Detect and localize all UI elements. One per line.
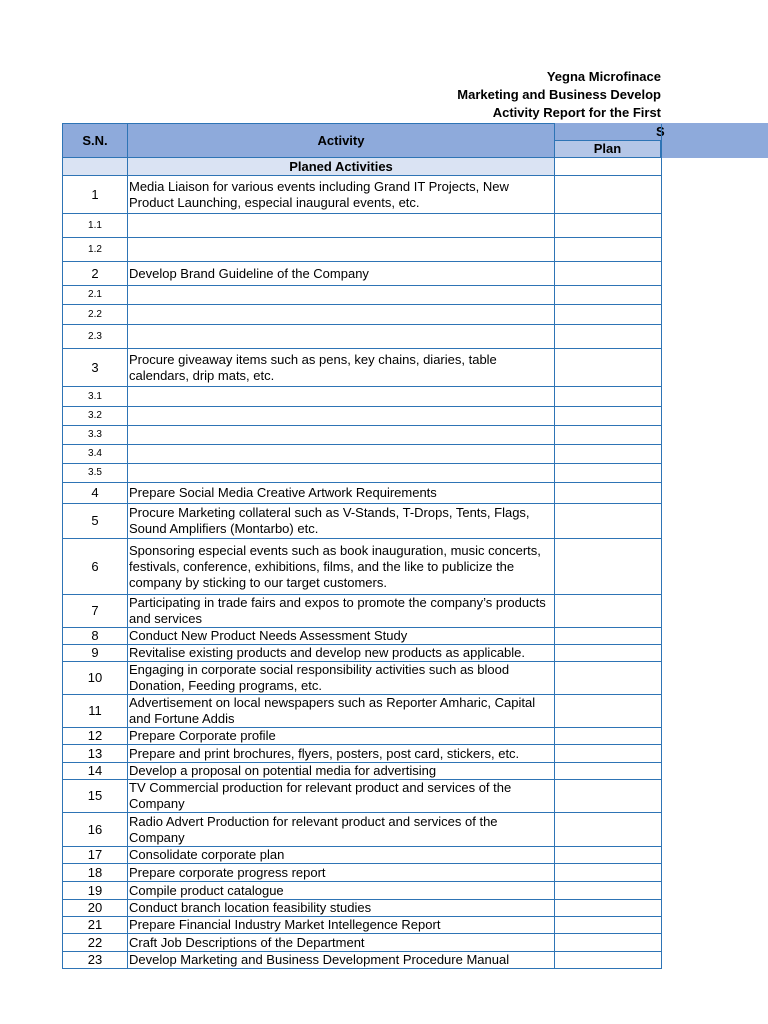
table-row — [63, 728, 662, 745]
row-activity: Prepare corporate progress report — [128, 864, 555, 882]
row-sn: 19 — [63, 882, 128, 900]
row-plan — [555, 286, 662, 305]
row-activity: Revitalise existing products and develop new products as applicable. — [128, 645, 555, 662]
row-plan — [555, 695, 662, 728]
row-plan — [555, 882, 662, 900]
row-activity: Conduct branch location feasibility studies — [128, 900, 555, 917]
row-activity: Craft Job Descriptions of the Department — [128, 934, 555, 952]
status-header-label: S — [656, 124, 665, 139]
table-row — [63, 695, 662, 728]
activity-table — [62, 123, 662, 969]
row-activity — [128, 238, 555, 262]
plan-column-spacer — [555, 124, 662, 158]
table-row — [63, 214, 662, 238]
row-activity — [128, 325, 555, 349]
table-row — [63, 407, 662, 426]
table-row — [63, 504, 662, 539]
row-sn: 9 — [63, 645, 128, 662]
row-activity: Advertisement on local newspapers such as Reporter Amharic, Capital and Fortune Addis — [128, 695, 555, 728]
row-activity: Procure Marketing collateral such as V-Stands, T-Drops, Tents, Flags, Sound Amplifiers (Montarbo) etc. — [128, 504, 555, 539]
row-sn: 16 — [63, 813, 128, 847]
table-row — [63, 952, 662, 969]
row-sn: 5 — [63, 504, 128, 539]
table-header-row — [63, 124, 662, 158]
row-plan — [555, 349, 662, 387]
row-sn: 1.2 — [63, 238, 128, 262]
table-row — [63, 238, 662, 262]
row-plan — [555, 595, 662, 628]
row-sn: 6 — [63, 539, 128, 595]
table-row — [63, 445, 662, 464]
row-activity: Develop a proposal on potential media for advertising — [128, 763, 555, 780]
activity-column-header: Activity — [128, 124, 555, 158]
row-sn: 14 — [63, 763, 128, 780]
row-plan — [555, 407, 662, 426]
row-plan — [555, 305, 662, 325]
row-plan — [555, 847, 662, 864]
table-row — [63, 387, 662, 407]
row-sn: 3.5 — [63, 464, 128, 483]
row-plan — [555, 504, 662, 539]
table-row — [63, 645, 662, 662]
row-plan — [555, 214, 662, 238]
row-sn: 2.1 — [63, 286, 128, 305]
row-activity — [128, 214, 555, 238]
row-activity: Engaging in corporate social responsibility activities such as blood Donation, Feeding programs, etc. — [128, 662, 555, 695]
row-sn: 21 — [63, 917, 128, 934]
row-sn: 20 — [63, 900, 128, 917]
table-row — [63, 464, 662, 483]
row-activity: Develop Brand Guideline of the Company — [128, 262, 555, 286]
row-activity: Participating in trade fairs and expos to promote the company’s products and services — [128, 595, 555, 628]
row-activity: TV Commercial production for relevant product and services of the Company — [128, 780, 555, 813]
row-activity: Develop Marketing and Business Development Procedure Manual — [128, 952, 555, 969]
row-sn: 10 — [63, 662, 128, 695]
row-activity — [128, 387, 555, 407]
row-sn: 3.4 — [63, 445, 128, 464]
row-sn: 2.2 — [63, 305, 128, 325]
table-row — [63, 628, 662, 645]
row-plan — [555, 917, 662, 934]
row-plan — [555, 325, 662, 349]
department-name: Marketing and Business Develop — [457, 87, 661, 102]
row-plan — [555, 387, 662, 407]
row-sn: 15 — [63, 780, 128, 813]
row-sn: 3.3 — [63, 426, 128, 445]
row-sn: 17 — [63, 847, 128, 864]
table-row — [63, 176, 662, 214]
row-plan — [555, 780, 662, 813]
row-sn: 3.1 — [63, 387, 128, 407]
row-activity — [128, 407, 555, 426]
row-activity: Prepare Social Media Creative Artwork Requirements — [128, 483, 555, 504]
row-sn: 7 — [63, 595, 128, 628]
row-sn: 4 — [63, 483, 128, 504]
table-row — [63, 882, 662, 900]
row-activity: Media Liaison for various events including Grand IT Projects, New Product Launching, especial inaugural events, etc. — [128, 176, 555, 214]
row-plan — [555, 628, 662, 645]
row-sn: 11 — [63, 695, 128, 728]
row-plan — [555, 483, 662, 504]
row-plan — [555, 262, 662, 286]
row-sn: 3.2 — [63, 407, 128, 426]
table-row — [63, 745, 662, 763]
table-row — [63, 763, 662, 780]
row-activity — [128, 426, 555, 445]
table-row — [63, 483, 662, 504]
row-sn: 22 — [63, 934, 128, 952]
table-row — [63, 325, 662, 349]
row-plan — [555, 763, 662, 780]
row-plan — [555, 813, 662, 847]
table-row — [63, 934, 662, 952]
table-row — [63, 595, 662, 628]
table-row — [63, 917, 662, 934]
company-name: Yegna Microfinace — [546, 69, 661, 84]
row-sn: 1.1 — [63, 214, 128, 238]
section-title: Planed Activities — [128, 158, 555, 176]
row-plan — [555, 464, 662, 483]
row-sn: 2.3 — [63, 325, 128, 349]
row-activity — [128, 305, 555, 325]
table-row — [63, 349, 662, 387]
table-row — [63, 286, 662, 305]
row-sn: 1 — [63, 176, 128, 214]
table-row — [63, 900, 662, 917]
row-plan — [555, 934, 662, 952]
row-plan — [555, 426, 662, 445]
report-header — [0, 64, 661, 124]
row-activity: Prepare Financial Industry Market Intellegence Report — [128, 917, 555, 934]
row-activity: Prepare Corporate profile — [128, 728, 555, 745]
table-row — [63, 426, 662, 445]
row-plan — [555, 539, 662, 595]
row-activity: Prepare and print brochures, flyers, posters, post card, stickers, etc. — [128, 745, 555, 763]
sn-column-header: S.N. — [63, 124, 128, 158]
row-activity — [128, 464, 555, 483]
row-plan — [555, 745, 662, 763]
row-activity — [128, 286, 555, 305]
row-sn: 18 — [63, 864, 128, 882]
row-plan — [555, 728, 662, 745]
table-row — [63, 305, 662, 325]
row-sn: 23 — [63, 952, 128, 969]
row-plan — [555, 645, 662, 662]
section-row — [63, 158, 662, 176]
row-sn: 13 — [63, 745, 128, 763]
section-plan-cell — [555, 158, 662, 176]
report-title: Activity Report for the First — [492, 105, 661, 120]
row-sn: 2 — [63, 262, 128, 286]
row-sn: 8 — [63, 628, 128, 645]
section-sn-cell — [63, 158, 128, 176]
table-row — [63, 847, 662, 864]
table-row — [63, 813, 662, 847]
row-plan — [555, 662, 662, 695]
row-plan — [555, 238, 662, 262]
row-plan — [555, 176, 662, 214]
row-activity — [128, 445, 555, 464]
table-row — [63, 864, 662, 882]
row-plan — [555, 952, 662, 969]
row-activity: Sponsoring especial events such as book inauguration, music concerts, festivals, conference, exhibitions, films, and the like to publicize the company by sticking to our target customers. — [128, 539, 555, 595]
table-row — [63, 662, 662, 695]
table-row — [63, 539, 662, 595]
table-row — [63, 780, 662, 813]
row-plan — [555, 445, 662, 464]
row-activity: Consolidate corporate plan — [128, 847, 555, 864]
row-activity: Radio Advert Production for relevant product and services of the Company — [128, 813, 555, 847]
row-sn: 3 — [63, 349, 128, 387]
row-sn: 12 — [63, 728, 128, 745]
row-activity: Procure giveaway items such as pens, key chains, diaries, table calendars, drip mats, etc. — [128, 349, 555, 387]
row-plan — [555, 864, 662, 882]
row-activity: Compile product catalogue — [128, 882, 555, 900]
row-plan — [555, 900, 662, 917]
row-activity: Conduct New Product Needs Assessment Study — [128, 628, 555, 645]
plan-column-header: Plan — [554, 140, 661, 158]
table-row — [63, 262, 662, 286]
